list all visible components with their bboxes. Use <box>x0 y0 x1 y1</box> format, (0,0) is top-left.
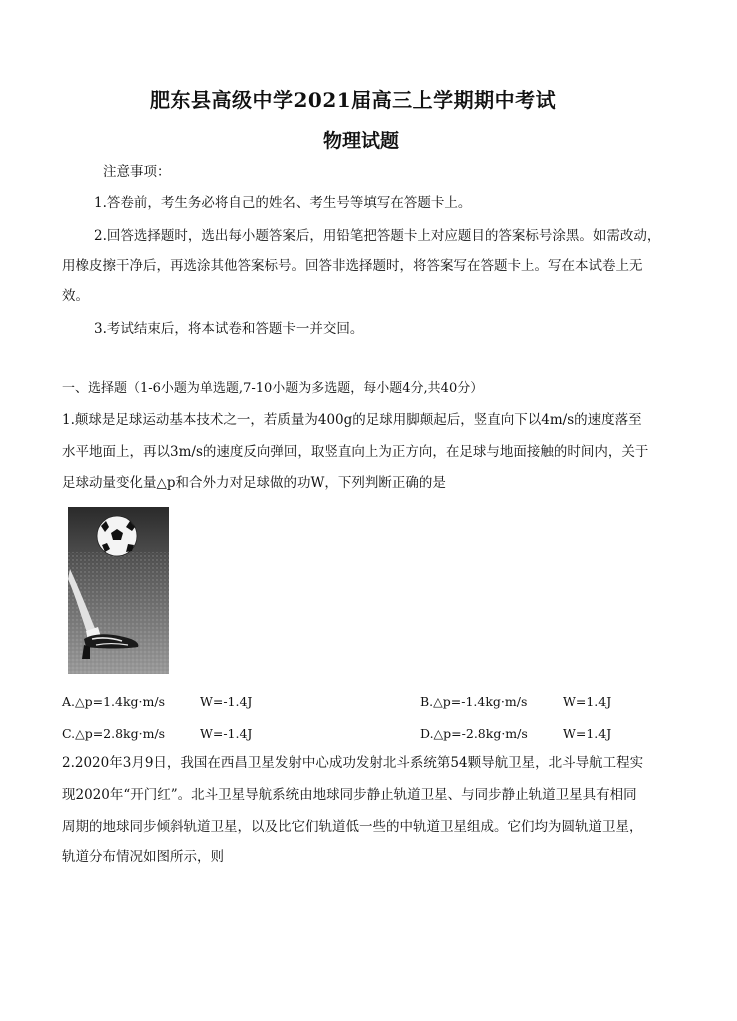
exam-title: 肥东县高级中学2021届高三上学期期中考试 <box>150 88 557 112</box>
question-2-line-3: 周期的地球同步倾斜轨道卫星，以及比它们轨道低一些的中轨道卫星组成。它们均为圆轨道卫星， <box>62 819 643 835</box>
question-2-line-4: 轨道分布情况如图所示，则 <box>62 849 224 865</box>
question-1-line-1: 1.颠球是足球运动基本技术之一，若质量为400g的足球用脚颠起后，竖直向下以4m/s的速度落至 <box>62 412 642 428</box>
option-a-momentum: A.△p=1.4kg·m/s <box>62 694 165 709</box>
option-b-momentum: B.△p=-1.4kg·m/s <box>420 694 528 709</box>
question-1-line-3: 足球动量变化量△p和合外力对足球做的功W，下列判断正确的是 <box>62 475 446 491</box>
notice-item-2-line-1: 2.回答选择题时，选出每小题答案后，用铅笔把答题卡上对应题目的答案标号涂黑。如需改动， <box>94 228 661 244</box>
question-2-line-2: 现2020年“开门红”。北斗卫星导航系统由地球同步静止轨道卫星、与同步静止轨道卫星具有相同 <box>62 787 637 803</box>
question-1-line-2: 水平地面上，再以3m/s的速度反向弹回，取竖直向上为正方向，在足球与地面接触的时间内，关于 <box>62 444 649 460</box>
notice-heading: 注意事项： <box>103 164 171 180</box>
option-d-work: W=1.4J <box>563 726 612 741</box>
option-b-work: W=1.4J <box>563 694 612 709</box>
option-a-work: W=-1.4J <box>200 694 253 709</box>
notice-item-3: 3.考试结束后，将本试卷和答题卡一并交回。 <box>94 321 364 337</box>
option-c-work: W=-1.4J <box>200 726 253 741</box>
notice-item-2-line-3: 效。 <box>62 288 89 304</box>
notice-item-2-line-2: 用橡皮擦干净后，再选涂其他答案标号。回答非选择题时，将答案写在答题卡上。写在本试卷上无 <box>62 258 643 274</box>
soccer-kick-photo <box>68 507 169 674</box>
notice-item-1: 1.答卷前，考生务必将自己的姓名、考生号等填写在答题卡上。 <box>94 195 472 211</box>
option-d-momentum: D.△p=-2.8kg·m/s <box>420 726 528 741</box>
exam-subtitle: 物理试题 <box>323 130 400 152</box>
question-2-line-1: 2.2020年3月9日，我国在西昌卫星发射中心成功发射北斗系统第54颗导航卫星，北斗导航工程实 <box>62 755 644 771</box>
option-c-momentum: C.△p=2.8kg·m/s <box>62 726 166 741</box>
section-heading: 一、选择题（1-6小题为单选题,7-10小题为多选题，每小题4分,共40分） <box>62 381 484 396</box>
